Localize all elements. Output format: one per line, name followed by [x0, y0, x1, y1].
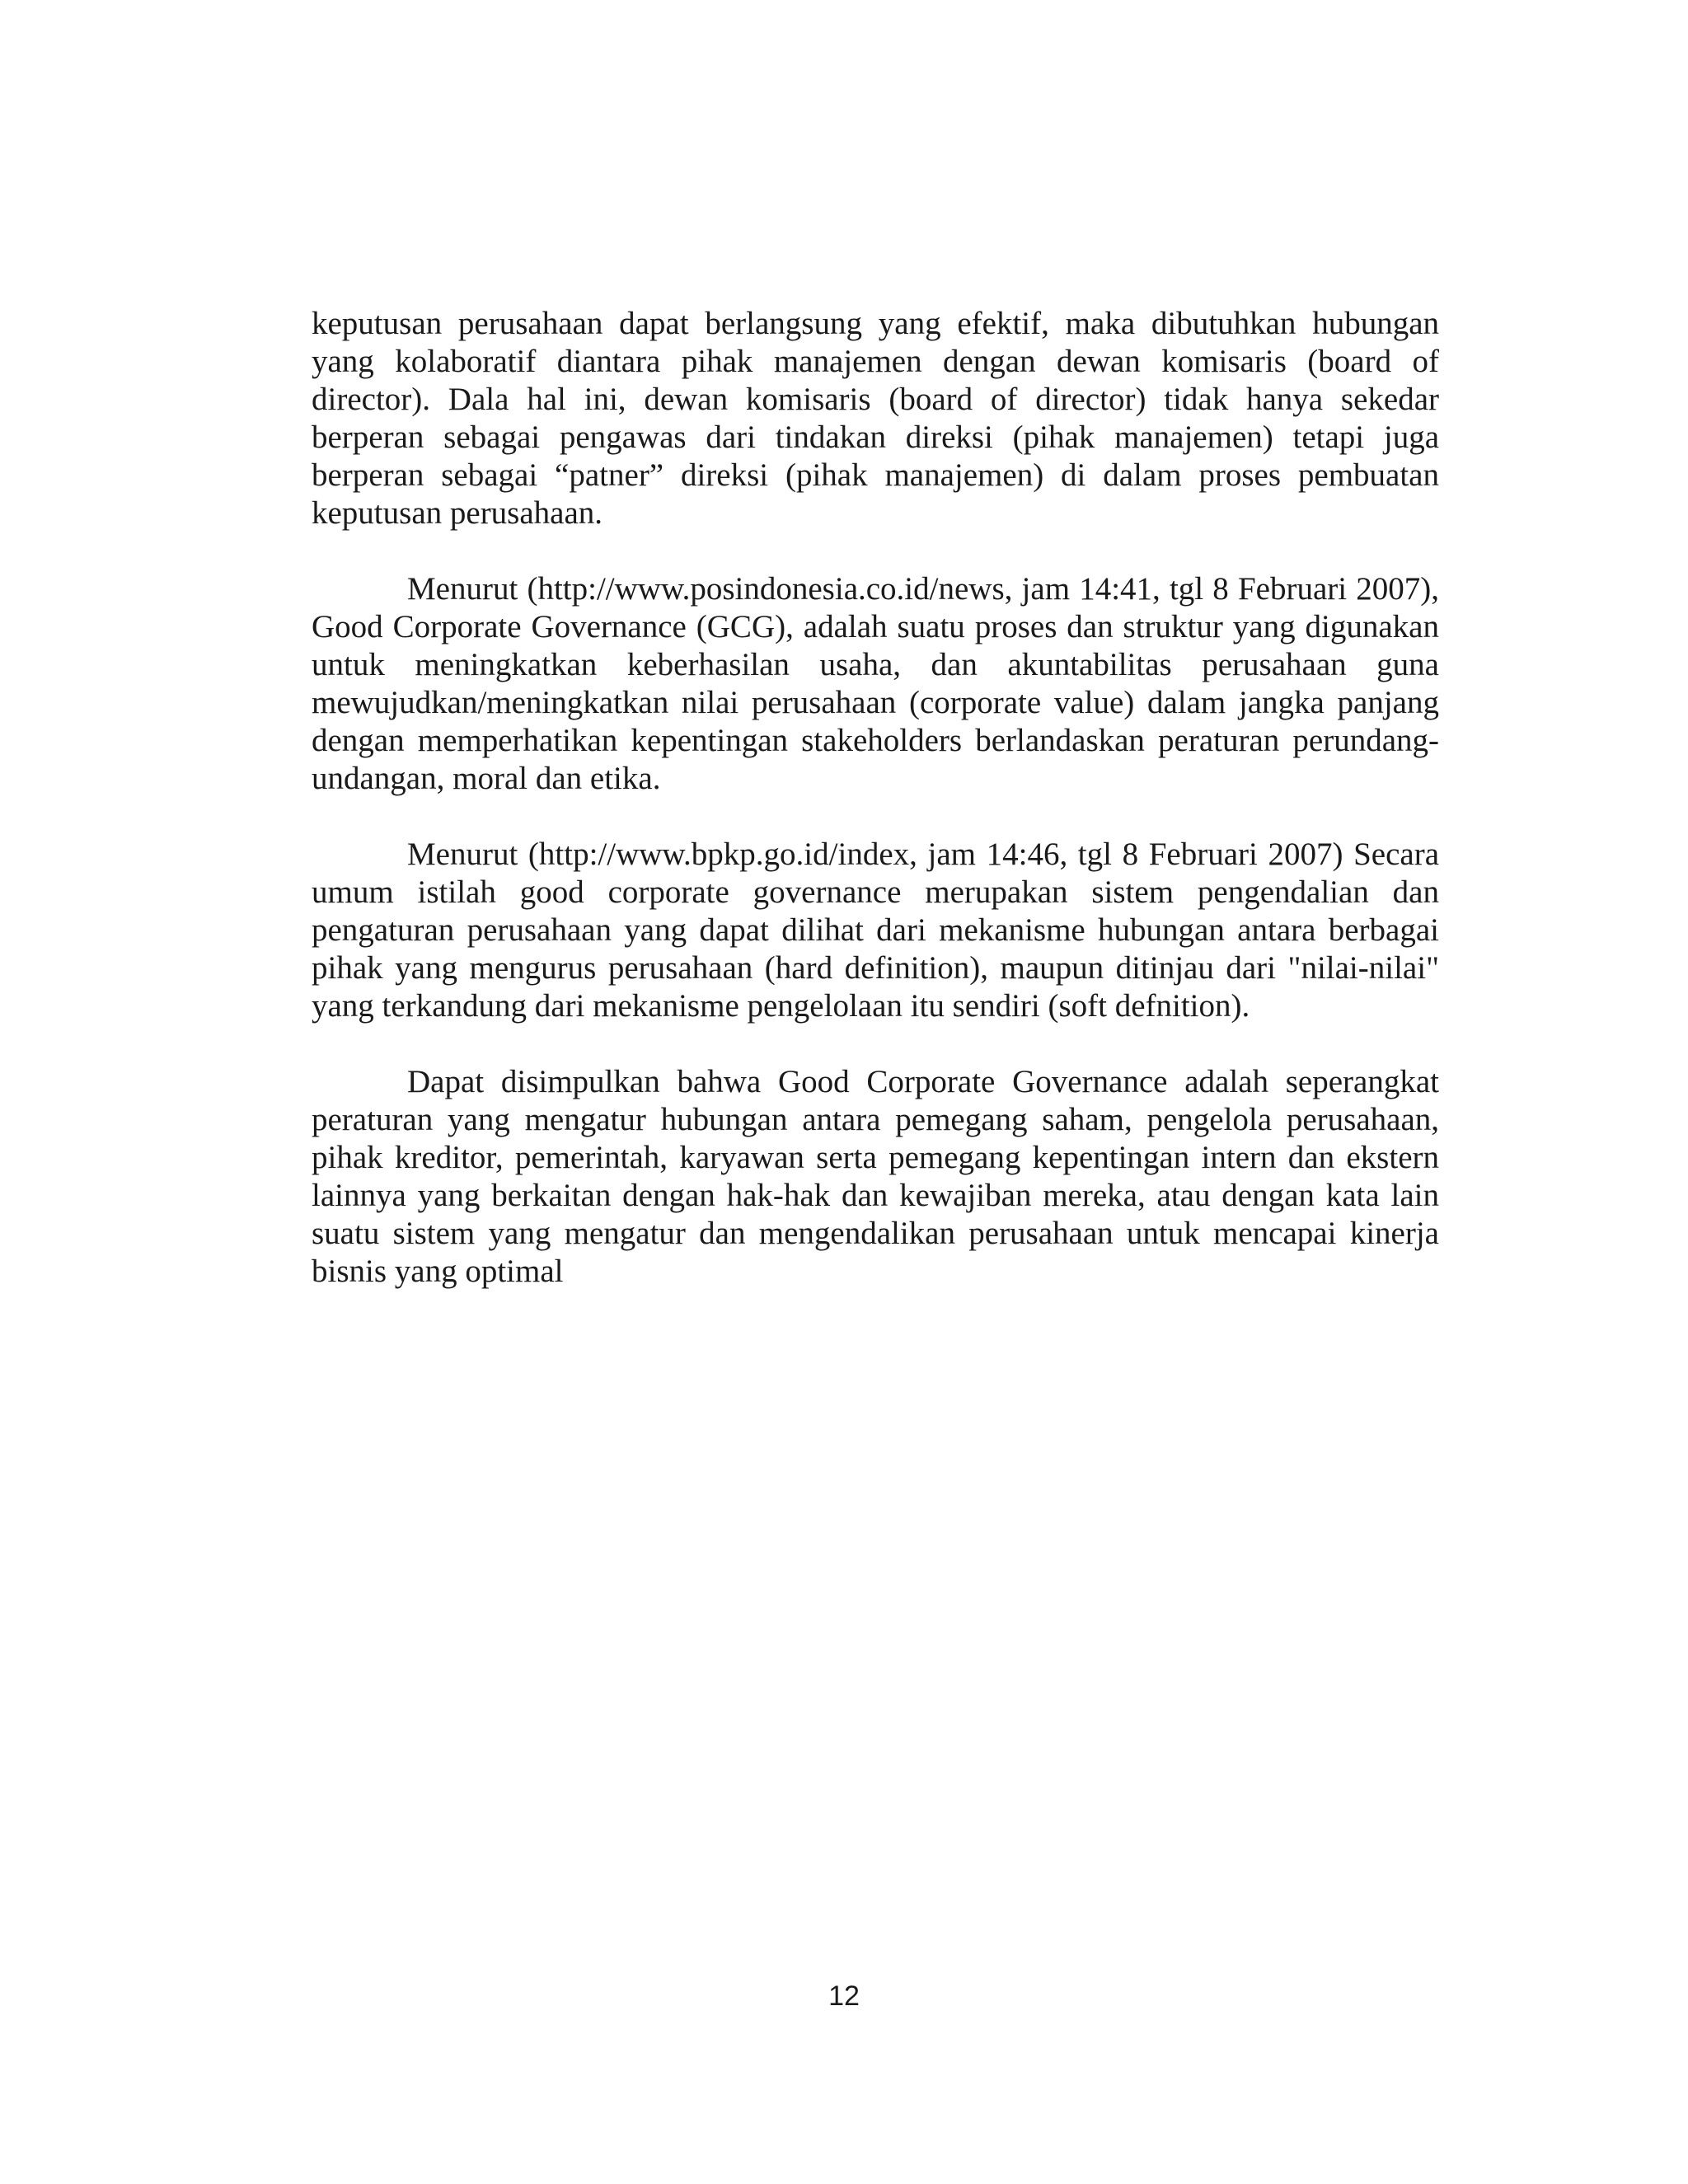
- paragraph-posindonesia-definition: Menurut (http://www.posindonesia.co.id/news, jam 14:41, tgl 8 Februari 2007), Good Corporate Governance (GCG), adalah suatu proses dan struktur yang digunakan untuk meningkatkan keberhasilan usaha, dan akuntabilitas perusahaan guna mewujudkan/meningkatkan nilai perusahaan (corporate value) dalam jangka panjang dengan memperhatikan kepentingan stakeholders berlandaskan peraturan perundang-undangan, moral dan etika.: [312, 571, 1439, 796]
- paragraph-continuation: keputusan perusahaan dapat berlangsung yang efektif, maka dibutuhkan hubungan yang kolaboratif diantara pihak manajemen dengan dewan komisaris (board of director). Dala hal ini, dewan komisaris (board of director) tidak hanya sekedar berperan sebagai pengawas dari tindakan direksi (pihak manajemen) tetapi juga berperan sebagai “patner” direksi (pihak manajemen) di dalam proses pembuatan keputusan perusahaan.: [312, 306, 1439, 531]
- paragraph-bpkp-definition: Menurut (http://www.bpkp.go.id/index, jam 14:46, tgl 8 Februari 2007) Secara umum istilah good corporate governance merupakan sistem pengendalian dan pengaturan perusahaan yang dapat dilihat dari mekanisme hubungan antara berbagai pihak yang mengurus perusahaan (hard definition), maupun ditinjau dari "nilai-nilai" yang terkandung dari mekanisme pengelolaan itu sendiri (soft defnition).: [312, 837, 1439, 1024]
- page-number: 12: [828, 1980, 860, 2012]
- body-text: [312, 305, 1439, 1291]
- paragraph-conclusion: Dapat disimpulkan bahwa Good Corporate Governance adalah seperangkat peraturan yang mengatur hubungan antara pemegang saham, pengelola perusahaan, pihak kreditor, pemerintah, karyawan serta pemegang kepentingan intern dan ekstern lainnya yang berkaitan dengan hak-hak dan kewajiban mereka, atau dengan kata lain suatu sistem yang mengatur dan mengendalikan perusahaan untuk mencapai kinerja bisnis yang optimal: [312, 1064, 1439, 1289]
